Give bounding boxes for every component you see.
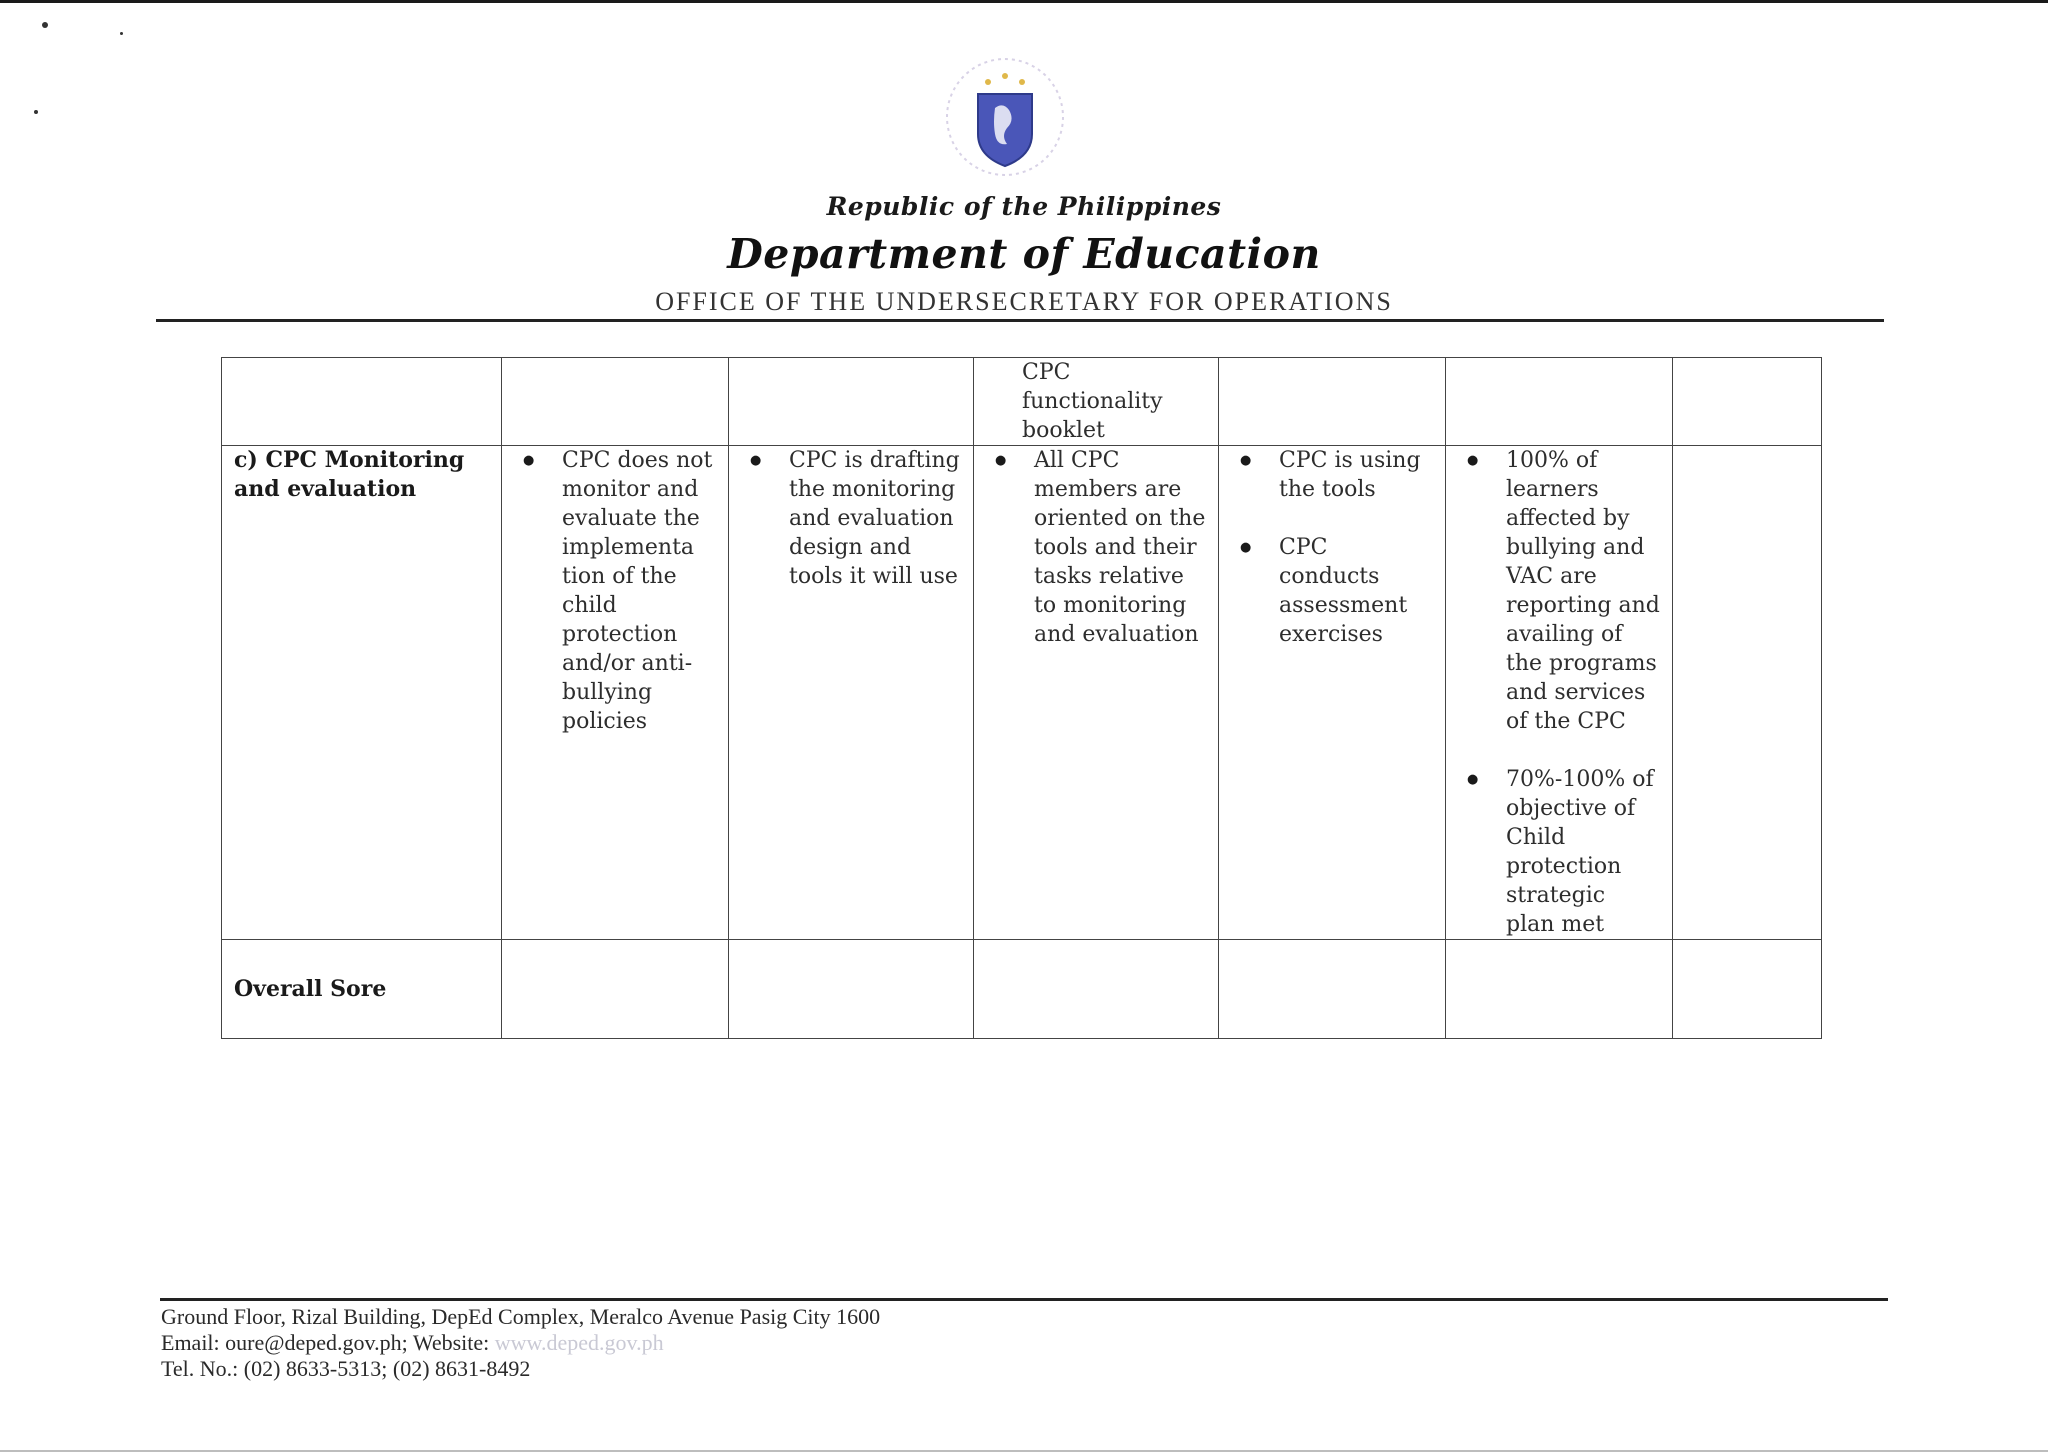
list-item: ● CPC does not monitor and evaluate the implementa tion of the child protection and/or anti-bullying policies [514, 446, 716, 736]
bullet-list [986, 446, 1206, 649]
top-edge-rule [0, 0, 2048, 3]
table-cell [502, 940, 729, 1039]
footer-address: Ground Floor, Rizal Building, DepEd Complex, Meralco Avenue Pasig City 1600 [161, 1304, 881, 1329]
table-cell [974, 358, 1219, 446]
bullet-list [1231, 446, 1433, 649]
deped-seal-logo [940, 52, 1070, 182]
office-heading: OFFICE OF THE UNDERSECRETARY FOR OPERATIONS [655, 287, 1393, 316]
table-row [222, 358, 1822, 446]
footer-block [161, 1304, 880, 1382]
list-item: ● CPC conducts assessment exercises [1231, 533, 1433, 649]
bullet-list [514, 446, 716, 736]
table-cell [974, 446, 1219, 940]
list-item: ● 70%-100% of objective of Child protection strategic plan met [1458, 765, 1660, 939]
bottom-edge-rule [0, 1450, 2048, 1452]
table-cell [1219, 358, 1446, 446]
republic-heading: Republic of the Philippines [826, 192, 1222, 221]
list-item: ● 100% of learners affected by bullying and VAC are reporting and availing of the programs and services of the CPC [1458, 446, 1660, 736]
table-cell [729, 940, 974, 1039]
list-item: ● CPC is using the tools [1231, 446, 1433, 504]
table-cell [1446, 358, 1673, 446]
department-heading: Department of Education [727, 230, 1321, 278]
footer-contact [161, 1330, 880, 1356]
table-cell [1219, 940, 1446, 1039]
footer-divider [160, 1298, 1888, 1301]
scan-speck [42, 22, 48, 28]
table-cell [1673, 940, 1822, 1039]
table-cell [729, 358, 974, 446]
scan-speck [34, 110, 38, 114]
carryover-text: CPC functionality booklet [1022, 360, 1163, 443]
table-cell [222, 358, 502, 446]
criterion-label: c) CPC Monitoring and evaluation [222, 446, 502, 940]
cpc-rubric-table [221, 357, 1822, 1039]
table-cell [1219, 446, 1446, 940]
table-cell [974, 940, 1219, 1039]
table-row [222, 940, 1822, 1039]
list-item: ● CPC is drafting the monitoring and evaluation design and tools it will use [741, 446, 961, 591]
table-cell [1673, 446, 1822, 940]
table-cell [1673, 358, 1822, 446]
bullet-list [1458, 446, 1660, 939]
header-divider [156, 319, 1884, 322]
table-cell [1446, 940, 1673, 1039]
table-cell [1446, 446, 1673, 940]
bullet-list [741, 446, 961, 591]
table-cell [502, 446, 729, 940]
overall-score-label: Overall Sore [222, 940, 502, 1039]
table-cell [729, 446, 974, 940]
footer-website-link[interactable]: www.deped.gov.ph [494, 1330, 664, 1355]
table-cell [502, 358, 729, 446]
scan-speck [120, 32, 123, 35]
list-item: ● All CPC members are oriented on the tools and their tasks relative to monitoring and evaluation [986, 446, 1206, 649]
footer-email: Email: oure@deped.gov.ph; Website: [161, 1330, 490, 1355]
footer-telephone: Tel. No.: (02) 8633-5313; (02) 8631-8492 [161, 1356, 531, 1381]
table-row [222, 446, 1822, 940]
